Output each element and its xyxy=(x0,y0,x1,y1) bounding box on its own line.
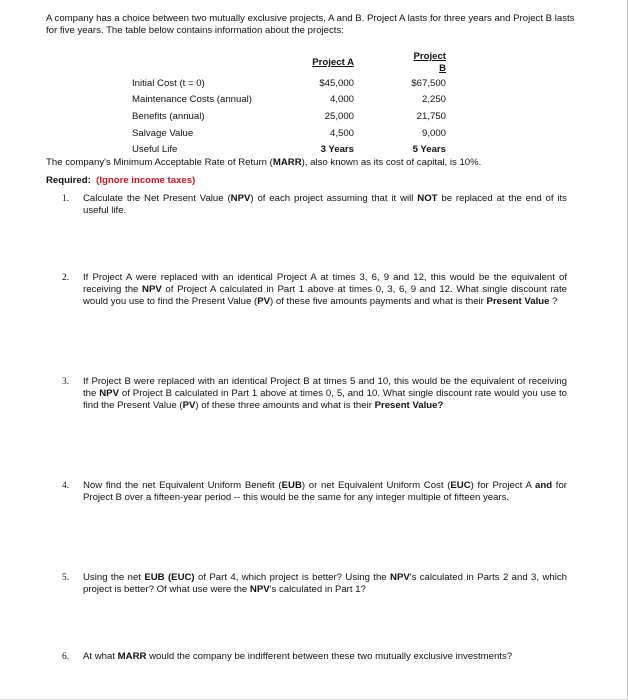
question-4 xyxy=(62,480,567,504)
table-row xyxy=(132,92,446,109)
question-text: If Project B were replaced with an identical Project B at times 5 and 10, this would be the equivalent of receiving the NPV of Project B calculated in Part 1 above at times 0, 5, and 10. What single discount rate would you use to find the Present Value (PV) of these three amounts and what is their Present Value? xyxy=(83,376,567,412)
question-text: At what MARR would the company be indifferent between these two mutually exclusive investments? xyxy=(83,651,513,662)
question-text: If Project A were replaced with an identical Project A at times 3, 6, 9 and 12, this would be the equivalent of receiving the NPV of Project A calculated in Part 1 above at times 0, 3, 6, 9 and 12. What single discount rate would you use to find the Present Value (PV) of these five amounts payments and what is their Present Value ? xyxy=(83,272,567,308)
table-row xyxy=(132,125,446,142)
question-1 xyxy=(62,193,567,217)
intro-paragraph: A company has a choice between two mutually exclusive projects, A and B. Project A lasts for three years and Project B lasts for five years. The table below contains information about the projects: xyxy=(46,13,575,37)
question-2 xyxy=(62,272,567,309)
project-a-value: 4,500 xyxy=(329,127,354,139)
question-number: 4. xyxy=(62,481,70,491)
project-a-value: $45,000 xyxy=(319,77,354,89)
project-a-value: 4,000 xyxy=(329,94,354,106)
question-text: Now find the net Equivalent Uniform Benefit (EUB) or net Equivalent Uniform Cost (EUC) for Project A and for Project B over a fifteen-year period -- this would be the same for any integer multiple of fifteen years. xyxy=(83,480,567,504)
question-number: 5. xyxy=(62,573,70,583)
question-number: 2. xyxy=(62,273,70,283)
project-b-value: 5 Years xyxy=(412,144,446,156)
ignore-taxes-note: (Ignore income taxes) xyxy=(96,175,196,186)
table-row xyxy=(132,75,446,92)
table-header-row xyxy=(132,51,446,75)
question-text: Using the net EUB (EUC) of Part 4, which project is better? Using the NPV's calculated in Parts 2 and 3, which project is better? Of what use were the NPV's calculated in Part 1? xyxy=(83,572,567,596)
question-text: Calculate the Net Present Value (NPV) of each project assuming that it will NOT be replaced at the end of its useful life. xyxy=(83,193,567,217)
question-3 xyxy=(62,376,567,413)
row-label: Initial Cost (t = 0) xyxy=(132,77,205,89)
project-b-value: $67,500 xyxy=(411,77,446,89)
marr-statement: The company's Minimum Acceptable Rate of Return (MARR), also known as its cost of capital, is 10%. xyxy=(46,157,482,168)
header-project-b: Project B xyxy=(413,51,446,75)
question-number: 1. xyxy=(62,194,70,204)
project-a-value: 3 Years xyxy=(320,144,354,156)
project-a-value: 25,000 xyxy=(324,111,354,123)
table-row xyxy=(132,109,446,126)
project-b-value: 21,750 xyxy=(416,111,446,123)
question-number: 6. xyxy=(62,652,70,662)
row-label: Benefits (annual) xyxy=(132,111,205,123)
row-label: Maintenance Costs (annual) xyxy=(132,94,252,106)
project-b-value: 2,250 xyxy=(421,94,446,106)
question-6 xyxy=(62,651,567,663)
header-project-a: Project A xyxy=(312,57,354,69)
question-number: 3. xyxy=(62,377,70,387)
row-label: Salvage Value xyxy=(132,127,194,139)
required-heading xyxy=(46,175,195,187)
row-label: Useful Life xyxy=(132,144,178,156)
project-b-value: 9,000 xyxy=(421,127,446,139)
required-label: Required: xyxy=(46,175,91,186)
question-5 xyxy=(62,572,567,596)
projects-table xyxy=(132,51,446,159)
